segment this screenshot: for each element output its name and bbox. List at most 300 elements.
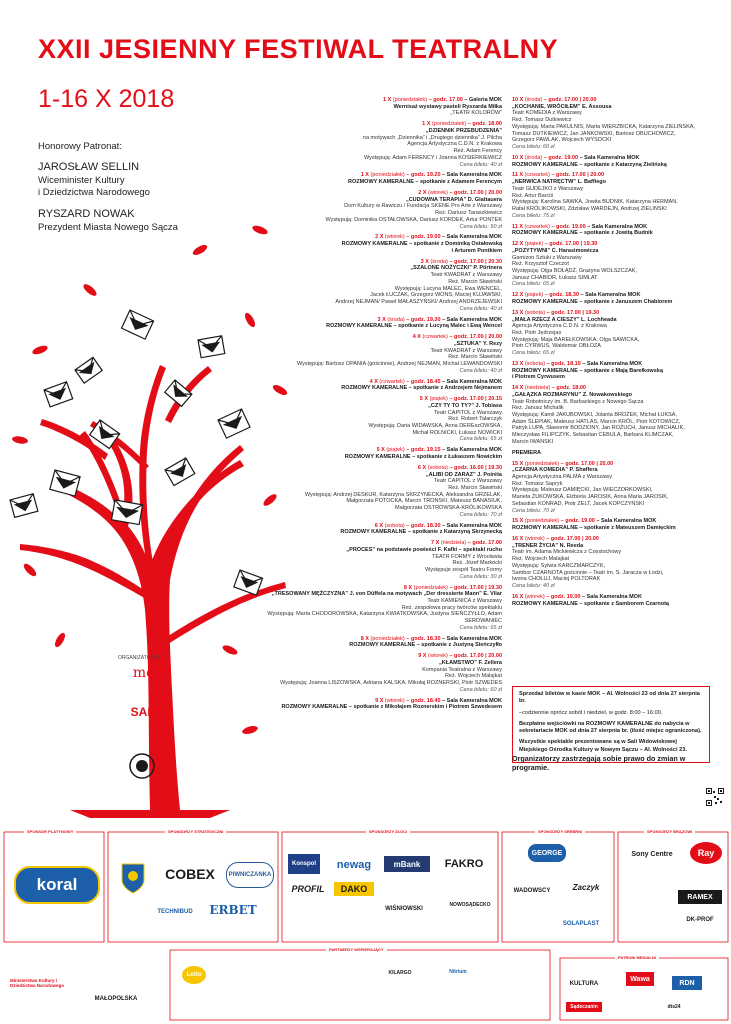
- event-detail: Michał ROLNICKI, Łukasz NOWICKI: [412, 429, 502, 436]
- event-weekday: (czwartek): [524, 223, 552, 230]
- event-header: [262, 190, 502, 197]
- event-title: Wernisaż wystawy pasteli Ryszarda Miłka: [393, 103, 502, 110]
- event-date: 4 X: [369, 378, 380, 385]
- patron-role: Prezydent Miasta Nowego Sącza: [38, 222, 178, 234]
- event-venue: – Sala Kameralna MOK: [440, 378, 502, 385]
- program-event: [512, 450, 710, 457]
- event-date: 11 X: [512, 223, 525, 230]
- event-detail: Marieta ŻUKOWSKA, Elżbieta JAROSIK, Anna Maria JAROSIK,: [512, 494, 669, 501]
- event-time: – godz. 16.00 | 19.30: [449, 464, 502, 471]
- event-time: – godz. 19.00: [543, 154, 579, 161]
- event-venue: – Sala Kameralna MOK: [440, 635, 502, 642]
- event-venue: – Sala Kameralna MOK: [440, 447, 502, 454]
- event-date: 13 X: [512, 309, 525, 316]
- program-event: [262, 379, 502, 392]
- event-detail: Reż. Tomasz Sapryk: [512, 480, 563, 487]
- program-event: [512, 594, 710, 607]
- event-header: [262, 540, 502, 547]
- event-price: Cena biletu: 40 zł: [459, 367, 502, 374]
- event-time: – godz. 19.00: [546, 593, 581, 600]
- event-time: – godz. 17.00 | 20.30: [449, 258, 502, 265]
- event-title: ROZMOWY KAMERALNE – spotkanie z Dominiką Ostałowską: [341, 241, 502, 248]
- event-weekday: (piątek): [386, 447, 407, 454]
- program-event: [512, 172, 710, 219]
- event-venue: – Sala Kameralna MOK: [585, 223, 648, 230]
- program-event: [512, 224, 710, 237]
- patron-role: i Dziedzictwa Narodowego: [38, 186, 150, 198]
- festival-dates: 1-16 X 2018: [38, 85, 175, 113]
- event-weekday: (poniedziałek): [524, 518, 561, 525]
- program-event: [512, 241, 710, 288]
- logo-koral: koral: [14, 866, 100, 904]
- event-weekday: (poniedziałek): [370, 172, 407, 179]
- event-detail: Małgorzata POTOCKA, Marcin TRONSKI, Mateusz BANASIUK,: [346, 498, 502, 505]
- logo-cobex: COBEX: [165, 866, 215, 882]
- organizer-logo-saki: SAKI: [130, 705, 160, 719]
- event-time: – godz. 19.00: [560, 518, 595, 525]
- event-price: Cena biletu: 75 zł: [512, 212, 555, 219]
- patron-name: RYSZARD NOWAK: [38, 208, 135, 221]
- event-detail: Występują: Marta PAKULNIS, Marta WIERZBICKA, Katarzyna ZIELIŃSKA,: [512, 123, 695, 130]
- event-weekday: (środa): [524, 154, 544, 161]
- event-title: ROZMOWY KAMERALNE – spotkanie z Adamem Ferencym: [347, 179, 502, 186]
- event-weekday: (sobota): [384, 522, 407, 529]
- event-weekday: (środa): [524, 97, 544, 103]
- event-weekday: (wtorek): [384, 697, 407, 704]
- program-event: [262, 172, 502, 185]
- event-time: – godz. 19.30: [406, 316, 441, 323]
- event-title: „ALIBI OD ZARAZ” J. Poiréta: [425, 471, 502, 478]
- event-title: „SZALONE NOŻYCZKI” P. Pörtnera: [410, 265, 502, 272]
- logo-erbet: ERBET: [209, 903, 257, 917]
- event-time: – godz. 19.00: [406, 234, 441, 241]
- event-weekday: (środa): [430, 258, 450, 265]
- event-detail: Reż. Wojciech Malajkat: [444, 673, 502, 680]
- event-detail: TEATR FORMY z Wrocławia: [432, 553, 502, 560]
- event-venue: – Sala Kameralna MOK: [440, 697, 502, 704]
- logo-fakro: FAKRO: [444, 858, 484, 870]
- logo-ray: Ray: [690, 842, 722, 864]
- event-time: – godz. 18.15: [546, 360, 581, 367]
- label-strategic-sponsors: SPONSORZY STRATEGICZNI: [165, 829, 226, 834]
- event-time: – godz. 17.00 | 19.30: [546, 309, 600, 316]
- event-time: – godz. 19.20: [406, 172, 441, 179]
- event-detail: Występują: Sylwia KARCZMARCZYK,: [512, 562, 606, 569]
- event-detail: Teatr GUDEJKO z Warszawy: [512, 185, 584, 192]
- logo-dts24: dts24: [667, 1004, 681, 1010]
- event-time: – godz. 17.00 | 20.00: [546, 536, 599, 543]
- event-title: ROZMOWY KAMERALNE – spotkanie z Samborem Czarnotą: [512, 600, 669, 607]
- logo-lotto: Lotto: [182, 966, 206, 984]
- event-detail: Teatr KAMIENICA z Warszawy: [427, 598, 502, 605]
- event-detail: Sebastian KONRAD, Piotr ZELT, Jacek KOPCZYŃSKI: [512, 500, 645, 507]
- event-venue: – Galeria MOK: [462, 97, 502, 103]
- event-detail: Agencja Artystyczna C.D.N. z Krakowa: [512, 323, 607, 330]
- event-header: [262, 396, 502, 403]
- event-price: Cena biletu: 70 zł: [459, 511, 502, 518]
- event-detail: Reż. Marcin Sławiński: [448, 354, 502, 361]
- program-event: [512, 385, 710, 445]
- event-date: 12 X: [512, 292, 525, 299]
- event-date: 8 X: [360, 635, 371, 642]
- logo-nitrium: Nitrium: [449, 969, 467, 975]
- logo-dako: DAKO: [334, 882, 374, 896]
- event-header: [512, 594, 710, 601]
- event-weekday: (sobota): [524, 360, 547, 367]
- event-date: 6 X: [374, 522, 385, 529]
- event-detail: i Piotrem Cyrwusem: [512, 374, 565, 381]
- disclaimer: Organizatorzy zastrzegają sobie prawo do zmian w programie.: [512, 754, 686, 772]
- event-header: [262, 379, 502, 386]
- event-date: 10 X: [512, 154, 525, 161]
- event-header: [262, 121, 502, 128]
- event-date: 11 X: [512, 172, 525, 179]
- event-time: – godz. 18.30: [544, 292, 579, 299]
- event-price: Cena biletu: 60 zł: [459, 686, 502, 693]
- event-time: – godz. 17.00 | 20.15: [449, 396, 502, 403]
- event-detail: i Arturem Pontkiem: [451, 247, 502, 254]
- program-event: [262, 234, 502, 254]
- event-weekday: (poniedziałek): [431, 121, 468, 128]
- program-event: [512, 155, 710, 168]
- event-title: ROZMOWY KAMERALNE – spotkanie z Lucyną Malec i Ewą Wencel: [326, 323, 502, 330]
- logo-rdn: RDN: [672, 976, 702, 990]
- tree-illustration: [0, 170, 300, 830]
- free-pass-info: Bezpłatne wejściówki na ROZMOWY KAMERALNE do nabycia w sekretariacie MOK od dnia 27 sierpnia br. (ilość miejsc ograniczona).: [519, 720, 702, 735]
- organizers-label: ORGANIZATORZY:: [118, 655, 162, 661]
- program-event: [262, 585, 502, 632]
- logo-kultura: KULTURA: [569, 981, 599, 987]
- event-detail: Patryk LUPA, Sławomir BODZIONY, Jan ROŻUCH, Janusz MICHALIK,: [512, 425, 685, 432]
- event-venue: – Sala Kameralna MOK: [440, 172, 502, 179]
- event-detail: Reż. Janusz Michalik: [512, 405, 564, 412]
- logo-wawa: Wawa: [626, 972, 654, 986]
- logo-konspol: Konspol: [288, 854, 320, 874]
- event-time: – godz. 18.45: [406, 697, 441, 704]
- event-title: „KŁAMSTWO” F. Zellera: [439, 660, 502, 667]
- event-detail: Reż. Krzysztof Czeczot: [512, 261, 569, 268]
- event-time: – godz. 17.00 | 20.00: [449, 334, 502, 341]
- event-venue: – Sala Kameralna MOK: [440, 522, 502, 529]
- event-detail: Występuje zespół Teatru Formy: [425, 567, 502, 574]
- event-title: ROZMOWY KAMERALNE – spotkanie z Katarzyną Zielińską: [512, 161, 667, 168]
- event-title: „PROCES” na podstawie powieści F. Kafki – spektakl ruchu: [346, 546, 502, 553]
- event-date: 6 X: [417, 464, 428, 471]
- event-date: 10 X: [512, 97, 525, 103]
- logo-sony-centre: Sony Centre: [631, 850, 673, 858]
- event-detail: Reż. Adam Ferency: [453, 148, 502, 155]
- event-title: ROZMOWY KAMERALNE – spotkanie z Jowitą Budnik: [512, 230, 653, 237]
- event-detail: Występują: Joanna LISZOWSKA, Adriana KALSKA, Mikołaj ROZNERSKI, Piotr SZWEDES: [280, 680, 502, 687]
- sponsors-band: [0, 826, 731, 1024]
- event-title: „CZY TY TO TY?” J. Tobiasa: [428, 402, 502, 409]
- qr-code-icon[interactable]: [706, 788, 724, 806]
- label-supporting-partners: PARTNERZY WSPIERAJĄCY: [326, 947, 387, 952]
- event-time: – godz. 17.00 | 19.30: [449, 584, 502, 591]
- logo-solaplast: SOLAPLAST: [562, 921, 600, 927]
- event-price: Cena biletu: 40 zł: [459, 305, 502, 312]
- event-time: – godz. 17.00 | 20.00: [449, 190, 502, 196]
- event-detail: Jacek ŁUCZAK, Grzegorz WONS, Maciej KUJAWSKI,: [370, 292, 502, 299]
- event-time: – godz. 18.30: [406, 522, 441, 529]
- event-date: 16 X: [512, 536, 525, 543]
- program-event: [512, 361, 710, 381]
- event-header: [512, 97, 710, 104]
- event-time: – godz. 17.00 | 20.00: [449, 653, 502, 660]
- program-event: [262, 259, 502, 313]
- event-title: ROZMOWY KAMERALNE – spotkanie z Mikołajem Roznerskim i Piotrem Szwedesem: [281, 704, 502, 711]
- event-detail: Reż. Marcin Sławiński: [448, 278, 502, 285]
- event-title: „POZYTYWNI” C. Harasimowicza: [512, 247, 599, 254]
- event-header: [512, 461, 710, 468]
- patron-name: JAROSŁAW SELLIN: [38, 160, 140, 173]
- program-event: [512, 461, 710, 515]
- event-weekday: (sobota): [524, 309, 547, 316]
- event-date: 15 X: [512, 460, 525, 467]
- event-date: 3 X: [420, 258, 431, 265]
- event-weekday: (wtorek): [428, 190, 450, 196]
- event-title: „SZTUKA” Y. Rezy: [453, 340, 502, 347]
- event-title: ROZMOWY KAMERALNE – spotkanie z Andrzejem Nejmanem: [341, 385, 502, 392]
- program-event: [262, 523, 502, 536]
- event-date: 15 X: [512, 518, 525, 525]
- event-detail: Kompania Teatralna z Warszawy: [422, 666, 502, 673]
- logo-george: GEORGE: [528, 844, 566, 862]
- program-event: [512, 536, 710, 590]
- ticket-hours-info: –codziennie oprócz sobót i niedziel, w godz. 8:00 – 16:00.: [519, 709, 663, 716]
- event-venue: – Sala Kameralna MOK: [578, 154, 640, 161]
- event-detail: Występują: Karolina SAWKA, Jowita BUDNIK, Katarzyna HERMAN,: [512, 199, 678, 206]
- event-detail: Piotr CYRWUS, Waldemar OBŁOZA: [512, 343, 601, 350]
- event-weekday: (poniedziałek): [524, 460, 561, 467]
- program-event: [512, 97, 710, 151]
- event-date: 1 X: [360, 172, 371, 179]
- event-detail: Teatr Robotniczy im. B. Barbackiego z Nowego Sącza: [512, 398, 644, 405]
- event-header: [512, 172, 710, 179]
- event-venue: – Sala Kameralna MOK: [578, 292, 641, 299]
- logo-profil: PROFIL: [291, 884, 325, 894]
- program-event: [262, 334, 502, 374]
- event-weekday: (sobota): [427, 464, 450, 471]
- event-price: Cena biletu: 40 zł: [459, 161, 502, 168]
- event-detail: Występują: Marta CHODOROWSKA, Katarzyna KWIATKOWSKA, Justyna SIEŃCZYŁŁO, Adam SEROWANIEC: [267, 611, 502, 625]
- logo-wisniowski: WIŚNIOWSKI: [385, 906, 423, 912]
- event-detail: Reż. Robert Talarczyk: [448, 416, 502, 423]
- label-media-patrons: PATRONI MEDIALNI: [615, 955, 659, 960]
- event-header: [262, 636, 502, 643]
- event-detail: Adam ŚLEPIAK, Mateusz HATLAS, Marcin KRÓL, Piotr KOTOWICZ,: [512, 418, 681, 425]
- event-detail: Występują: Mateusz DAMIĘCKI, Jan WIECZORKOWSKI,: [512, 487, 653, 494]
- program-event: [262, 190, 502, 230]
- event-header: [512, 310, 710, 317]
- event-weekday: (czwartek): [379, 378, 407, 385]
- patronage-label: Honorowy Patronat:: [38, 141, 122, 152]
- event-title: „GAŁĄZKA ROZMARYNU” Z. Nowakowskiego: [512, 391, 632, 398]
- event-detail: Reż. Marcin Sławiński: [448, 484, 502, 491]
- event-detail: Marcin IWANSKI: [512, 438, 554, 445]
- event-price: Cena biletu: 60 zł: [512, 143, 555, 150]
- event-detail: Występują: Olga BOŁĄDŹ, Grażyna WOLSZCZAK,: [512, 267, 637, 274]
- event-detail: Małgorzata OSTROWSKA-KRÓLIKOWSKA: [395, 505, 502, 512]
- event-time: – godz. 18.45: [406, 378, 441, 385]
- event-weekday: (wtorek): [524, 536, 547, 543]
- event-title: „CUDOWNA TERAPIA” D. Glattauera: [405, 196, 502, 203]
- event-detail: Występują: Bartosz OPANIA (gościnnie), Andrzej NEJMAN, Michał LEWANDOWSKI: [296, 360, 502, 367]
- event-title: ROZMOWY KAMERALNE – spotkanie z Justyną Sieńczyłło: [349, 642, 502, 649]
- event-time: – godz. 19.15: [406, 447, 441, 454]
- event-time: – godz. 18.00: [551, 385, 586, 392]
- event-time: – godz. 17.00 | 19.30: [544, 241, 598, 248]
- event-title: ROZMOWY KAMERALNE – spotkanie z Mateuszem Damięckim: [512, 525, 676, 532]
- event-header: [512, 292, 710, 299]
- event-price: Cena biletu: 65 zł: [459, 624, 502, 631]
- event-title: „NERWICA NATRĘCTW” L. Baffiego: [512, 179, 607, 186]
- event-weekday: (piątek): [429, 396, 450, 403]
- event-header: [512, 385, 710, 392]
- program-event: [262, 317, 502, 330]
- event-detail: „TEATR KOLORÓW”: [450, 110, 502, 117]
- event-title: ROZMOWY KAMERALNE – spotkanie z Katarzyną Skrzynecką: [340, 529, 502, 536]
- event-header: [262, 698, 502, 705]
- event-venue: – Sala Kameralna MOK: [580, 593, 642, 600]
- event-date: 13 X: [512, 360, 525, 367]
- event-detail: Reż. zespołowa pracy twórców spektaklu: [401, 604, 502, 611]
- event-weekday: (wtorek): [524, 593, 547, 600]
- event-time: – godz. 18.30: [406, 635, 441, 642]
- event-detail: Występują: Kamil JAKUBOWSKI, Jolanta BROŻEK, Michał ŁUKSA,: [512, 412, 678, 419]
- event-detail: Janusz CHABIOR, Łukasz SIMLAT: [512, 274, 598, 281]
- program-event: [262, 396, 502, 443]
- event-detail: Teatr KWADRAT z Warszawy: [430, 272, 502, 279]
- ticket-sales-info: Sprzedaż biletów w kasie MOK – Al. Wolności 23 od dnia 27 sierpnia br.: [519, 691, 700, 705]
- event-detail: Teatr CAPITOL z Warszawy: [434, 409, 502, 416]
- event-weekday: (wtorek): [428, 653, 450, 660]
- event-title: ROZMOWY KAMERALNE – spotkanie z Januszem Chabiorem: [512, 298, 673, 305]
- program-event: [262, 636, 502, 649]
- event-title: „KOCHANIE, WRÓCIŁEM” E. Assousa: [512, 103, 612, 110]
- event-time: – godz. 17.00 | 20.00: [551, 172, 605, 179]
- event-header: [262, 447, 502, 454]
- coat-of-arms-icon: [120, 862, 146, 894]
- event-date: 9 X: [375, 697, 385, 704]
- event-weekday: (środa): [387, 316, 407, 323]
- logo-ministry-culture: Ministerstwo Kultury i Dziedzictwa Narodowego: [10, 977, 65, 988]
- logo-dk-prof: DK-PROF: [686, 917, 714, 923]
- event-price: Cena biletu: 65 zł: [459, 436, 502, 443]
- event-time: – godz. 17.00: [467, 540, 502, 547]
- event-detail: Reż. Artur Barciś: [512, 192, 554, 199]
- event-header: [512, 241, 710, 248]
- program-event: [262, 698, 502, 711]
- event-detail: na motywach „Dziennika” i „Drugiego dziennika” J. Pilcha: [362, 134, 502, 141]
- event-header: [262, 523, 502, 530]
- event-header: [262, 334, 502, 341]
- event-title: „CZARNA KOMEDIA” P. Shaffera: [512, 467, 598, 474]
- emblem-icon: [128, 752, 156, 780]
- event-price: Cena biletu: 40 zł: [512, 582, 555, 589]
- event-detail: Grzegorz PAWLAK, Wojciech WYSOCKI: [512, 137, 612, 144]
- event-date: 2 X: [418, 190, 429, 196]
- program-event: [262, 121, 502, 168]
- event-weekday: (czwartek): [422, 334, 450, 341]
- event-date: 1 X: [422, 121, 432, 128]
- event-detail: Teatr CAPITOL z Warszawy: [434, 478, 502, 485]
- event-detail: Występują: Daria WIDAWSKA, Anna DEREszOWSKA,: [368, 422, 502, 429]
- event-detail: Występują: Lucyna MALEC, Ewa WENCEL,: [394, 285, 502, 292]
- event-detail: Teatr KOMEDIA z Warszawy: [512, 110, 582, 117]
- event-header: [512, 518, 710, 525]
- event-date: 1 X: [383, 97, 393, 103]
- program-event: [512, 292, 710, 305]
- patron-role: Wiceminister Kultury: [38, 174, 125, 186]
- logo-wadowscy: WADOWSCY: [513, 888, 551, 894]
- event-time: – godz. 17.00: [428, 97, 463, 103]
- event-weekday: (poniedziałek): [370, 635, 407, 642]
- label-gold-sponsors: SPONSORZY ZŁOCI: [366, 829, 410, 834]
- event-header: [262, 172, 502, 179]
- event-venue: – Sala Kameralna MOK: [580, 360, 643, 367]
- event-price: Cena biletu: 70 zł: [512, 507, 555, 514]
- event-detail: Występują: Adam FERENCY i Joanna KOSIERKIEWICZ: [363, 154, 502, 161]
- logo-mbank: mBank: [384, 856, 430, 872]
- event-price: Cena biletu: 65 zł: [512, 350, 555, 357]
- event-header: [262, 97, 502, 104]
- event-detail: Sambor CZARNOTA gościnnie – Teatr im. S. Jaracza w Łodzi,: [512, 569, 664, 576]
- program-event: [512, 518, 710, 531]
- event-price: Cena biletu: 50 zł: [459, 223, 502, 230]
- event-title: ROZMOWY KAMERALNE – spotkanie z Łukaszem Nowickim: [344, 453, 502, 460]
- event-detail: Andrzej NEJMAN/ Paweł MAŁASZYŃSKI/ Andrzej ANDRZEJEWSKI: [335, 298, 502, 305]
- event-detail: Agencja Artystyczna C.D.N. z Krakowa: [407, 141, 502, 148]
- program-event: [512, 310, 710, 357]
- event-time: – godz. 19.00: [551, 223, 586, 230]
- event-weekday: (piątek): [524, 241, 545, 248]
- event-date: 5 X: [419, 396, 430, 403]
- event-price: Cena biletu: 65 zł: [512, 281, 555, 288]
- event-detail: Reż. Piotr Jędrzejas: [512, 329, 562, 336]
- event-header: [512, 155, 710, 162]
- logo-zaczyk: Zaczyk: [572, 882, 600, 892]
- event-detail: Mieczysław FILIPCZYK, Sebastian CEBULA, Barbara KLIMCZAK,: [512, 432, 674, 439]
- festival-title: XXII JESIENNY FESTIWAL TEATRALNY: [38, 34, 559, 64]
- logo-piwniczanka: PIWNICZANKA: [226, 862, 274, 888]
- event-price: Cena biletu: 30 zł: [459, 573, 502, 580]
- organizer-logo-mok: mok: [132, 665, 164, 681]
- program-event: [262, 653, 502, 693]
- event-detail: Rafał KRÓLIKOWSKI, Zdzisław WARDEJN, Andrzej ZIELIŃSKI: [512, 205, 667, 212]
- event-detail: Występują: Maja BAREŁKOWSKA, Olga SAWICKA,: [512, 336, 640, 343]
- event-detail: Występują: Dominika OSTAŁOWSKA, Dariusz KORDEK, Artur PONTEK: [325, 216, 502, 223]
- event-title: ROZMOWY KAMERALNE – spotkanie z Mają Barełkowską: [512, 367, 663, 374]
- event-title: PREMIERA: [512, 449, 542, 456]
- event-detail: Reż. Dariusz Taraszkiewicz: [435, 210, 502, 217]
- event-detail: Reż. Tomasz Dutkiewicz: [512, 117, 572, 124]
- event-date: 12 X: [512, 241, 525, 248]
- label-platinum-sponsor: SPONSOR PLATYNOWY: [24, 829, 76, 834]
- event-weekday: (niedziela): [524, 385, 552, 392]
- event-detail: Tomasz DUTKIEWICZ, Jan JANKOWSKI, Bartosz OBUCHOWICZ,: [512, 130, 676, 137]
- event-header: [262, 317, 502, 324]
- event-venue: – Sala Kameralna MOK: [440, 316, 502, 323]
- event-time: – godz. 17.00 | 20.00: [560, 460, 614, 467]
- event-detail: Iwona CHOŁUJ, Maciej POLTORAK: [512, 576, 601, 583]
- logo-technibud: TECHNIBUD: [157, 909, 193, 915]
- event-header: [512, 224, 710, 231]
- event-date: 16 X: [512, 593, 525, 600]
- event-date: 3 X: [377, 316, 388, 323]
- event-date: 2 X: [375, 234, 385, 241]
- event-date: 5 X: [376, 447, 387, 454]
